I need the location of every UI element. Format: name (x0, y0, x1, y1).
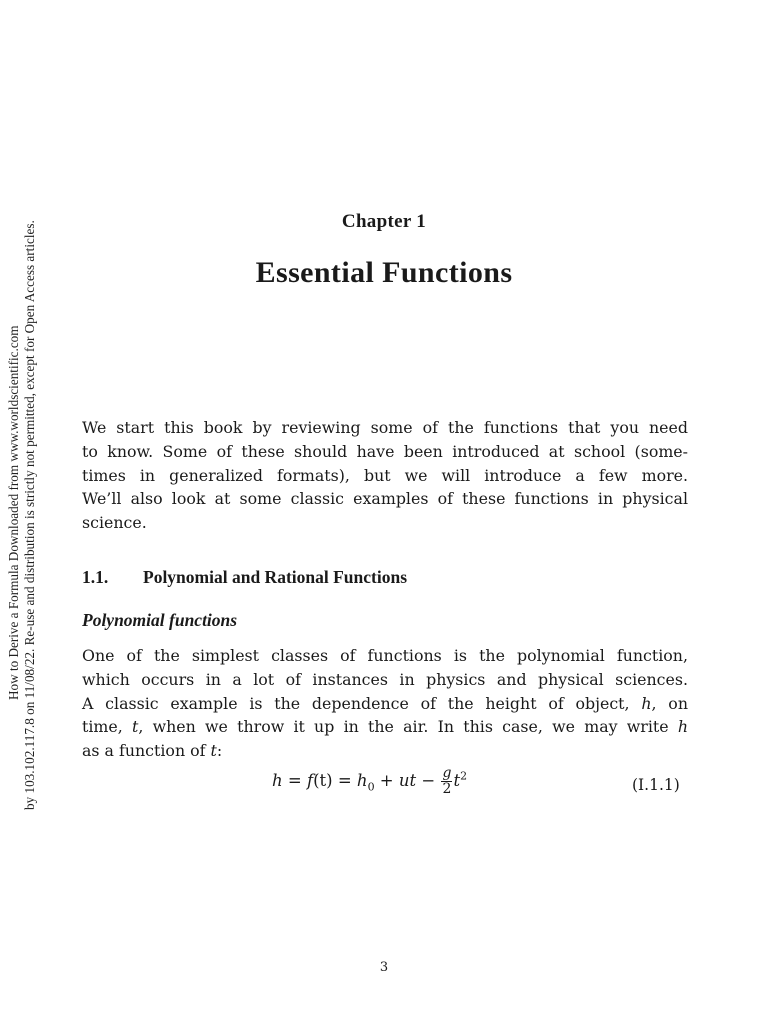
math-variable: h (641, 693, 652, 713)
section-number: 1.1. (82, 567, 109, 587)
intro-line: to know. Some of these should have been introduced at school (some- (82, 441, 688, 461)
body-text: , on (651, 693, 688, 713)
download-notice-line-1: How to Derive a Formula Downloaded from www.worldscientific.com (6, 325, 21, 700)
download-notice-line-2: by 103.102.117.8 on 11/08/22. Re-use and distribution is strictly not permitted, except for Open Access articles. (22, 220, 37, 810)
body-line (82, 739, 688, 763)
math-variable: t (210, 741, 217, 761)
equation (272, 766, 467, 810)
body-line: which occurs in a lot of instances in physics and physical sciences. (82, 669, 688, 689)
subsection-heading: Polynomial functions (82, 610, 238, 630)
math-variable: t (131, 717, 139, 737)
body-text: as a function of (82, 741, 211, 761)
eq-equals: = (332, 771, 357, 790)
eq-argument: (t) (313, 771, 333, 790)
chapter-title: Essential Functions (255, 256, 513, 289)
eq-h: h (356, 771, 368, 790)
eq-t-exponent: 2 (460, 769, 468, 783)
intro-line: science. (82, 513, 147, 533)
page-number: 3 (379, 960, 389, 975)
eq-minus: − (416, 771, 441, 790)
eq-h-subscript: 0 (367, 780, 375, 794)
body-line (82, 692, 688, 716)
body-paragraph (82, 644, 688, 763)
body-text: A classic example is the dependence of the height of object, (82, 693, 642, 713)
body-line (82, 715, 688, 739)
section-heading (82, 567, 407, 588)
eq-ut: ut (398, 771, 417, 790)
intro-paragraph (82, 416, 688, 535)
body-text: time, (82, 717, 132, 737)
eq-equals: = (282, 771, 307, 790)
eq-fraction-denominator: 2 (442, 781, 452, 797)
chapter-label: Chapter 1 (341, 211, 427, 232)
eq-fraction-numerator: g (442, 765, 452, 781)
body-line: One of the simplest classes of functions is the polynomial function, (82, 646, 688, 665)
equation-number: (I.1.1) (632, 776, 680, 794)
download-notice (0, 0, 60, 1024)
eq-t: t (453, 771, 461, 790)
eq-lhs: h (272, 771, 283, 790)
body-text: , when we throw it up in the air. In this case, we may write (138, 717, 678, 737)
intro-line: times in generalized formats), but we will introduce a few more. (82, 465, 688, 485)
body-text: : (216, 741, 223, 761)
intro-line: We’ll also look at some classic examples of these functions in physical (82, 489, 688, 509)
eq-fraction (441, 766, 452, 797)
eq-function: f (306, 771, 314, 790)
eq-plus: + (374, 771, 399, 790)
section-title: Polynomial and Rational Functions (143, 567, 408, 587)
intro-line: We start this book by reviewing some of the functions that you need (82, 418, 688, 437)
math-variable: h (677, 717, 688, 737)
